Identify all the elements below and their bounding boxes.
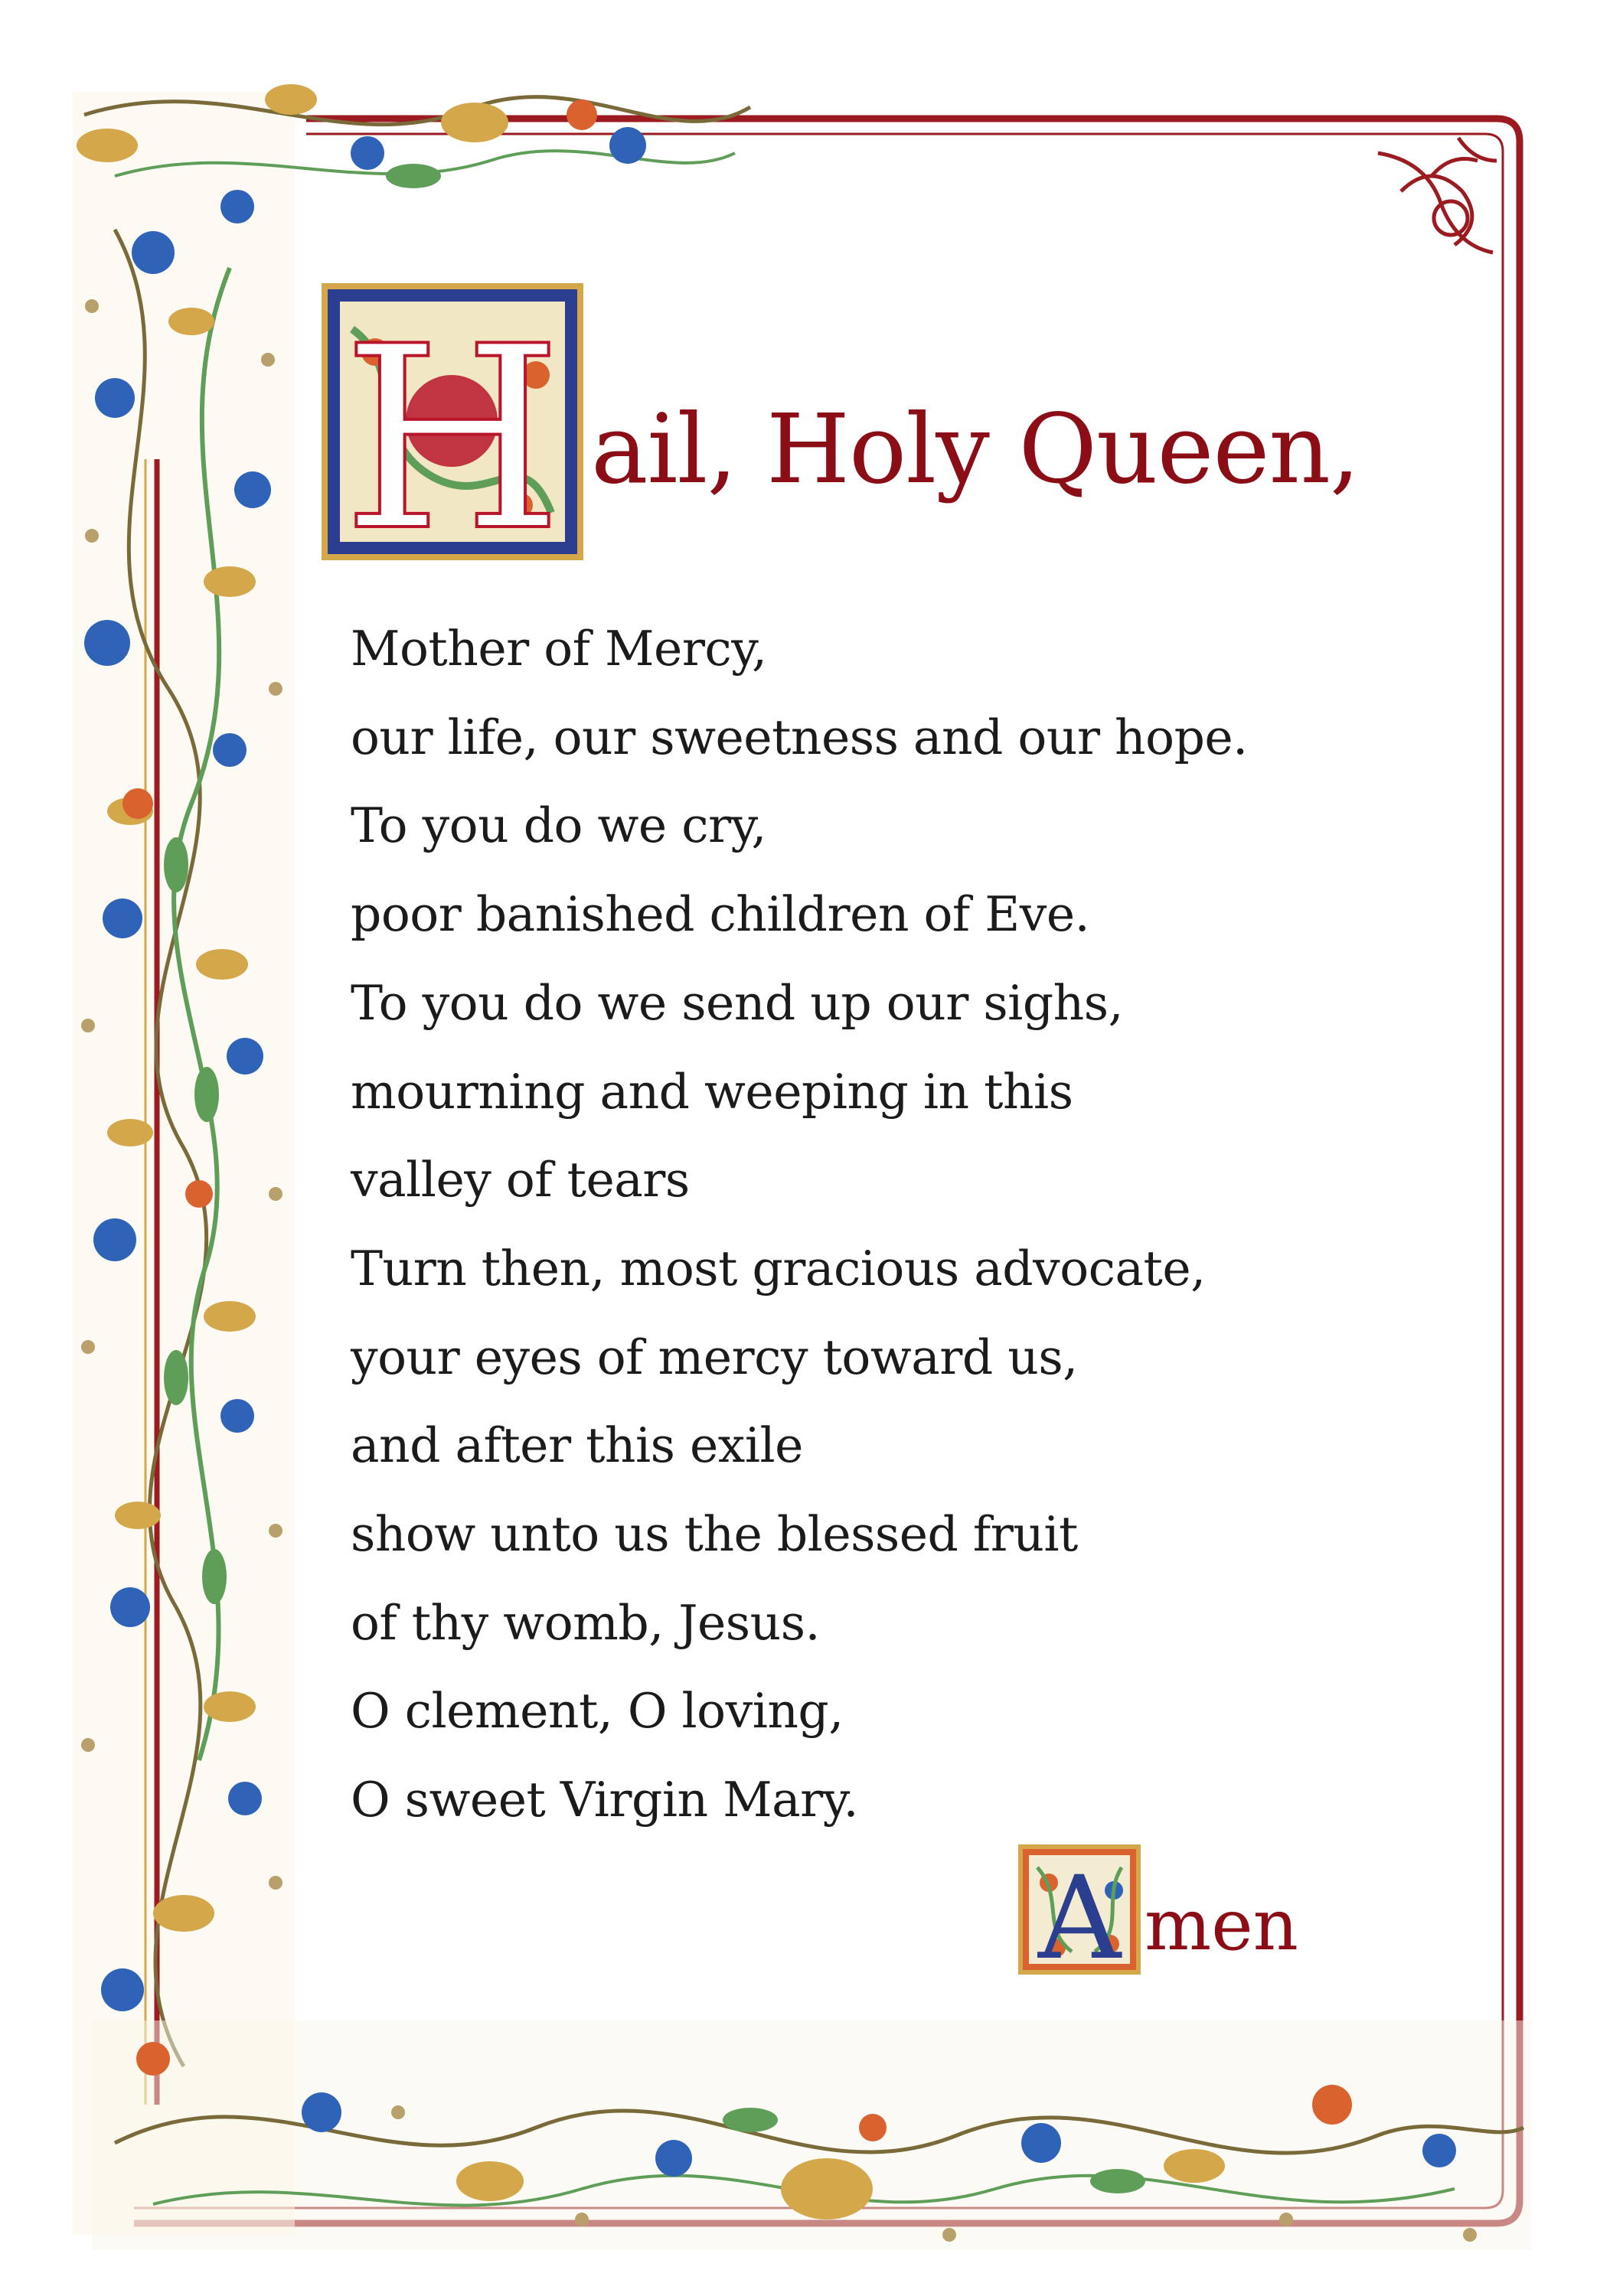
prayer-line: mourning and weeping in this: [351, 1063, 1073, 1120]
amen-text: men: [1145, 1884, 1298, 1966]
prayer-line: our life, our sweetness and our hope.: [351, 709, 1248, 765]
prayer-line: Mother of Mercy,: [351, 621, 767, 677]
corner-flourish: [1378, 138, 1497, 253]
prayer-line: To you do we cry,: [351, 797, 766, 854]
title-initial: H: [342, 292, 563, 560]
prayer-line: O sweet Virgin Mary.: [351, 1772, 859, 1828]
prayer-line: of thy womb, Jesus.: [351, 1594, 821, 1651]
title-text: ail, Holy Queen,: [591, 394, 1360, 505]
prayer-line: Turn then, most gracious advocate,: [351, 1240, 1206, 1296]
title-drop-cap: [322, 283, 583, 560]
prayer-body: [351, 605, 1248, 1844]
prayer-line: show unto us the blessed fruit: [351, 1506, 1078, 1563]
amen-drop-cap: [1018, 1844, 1141, 1975]
prayer-line: O clement, O loving,: [351, 1683, 844, 1740]
prayer-line: valley of tears: [351, 1152, 690, 1208]
prayer-line: and after this exile: [351, 1417, 803, 1474]
amen-initial: A: [1037, 1852, 1122, 1975]
prayer-line: your eyes of mercy toward us,: [351, 1329, 1078, 1385]
prayer-line: poor banished children of Eve.: [351, 886, 1090, 943]
prayer-line: To you do we send up our sighs,: [351, 974, 1124, 1031]
